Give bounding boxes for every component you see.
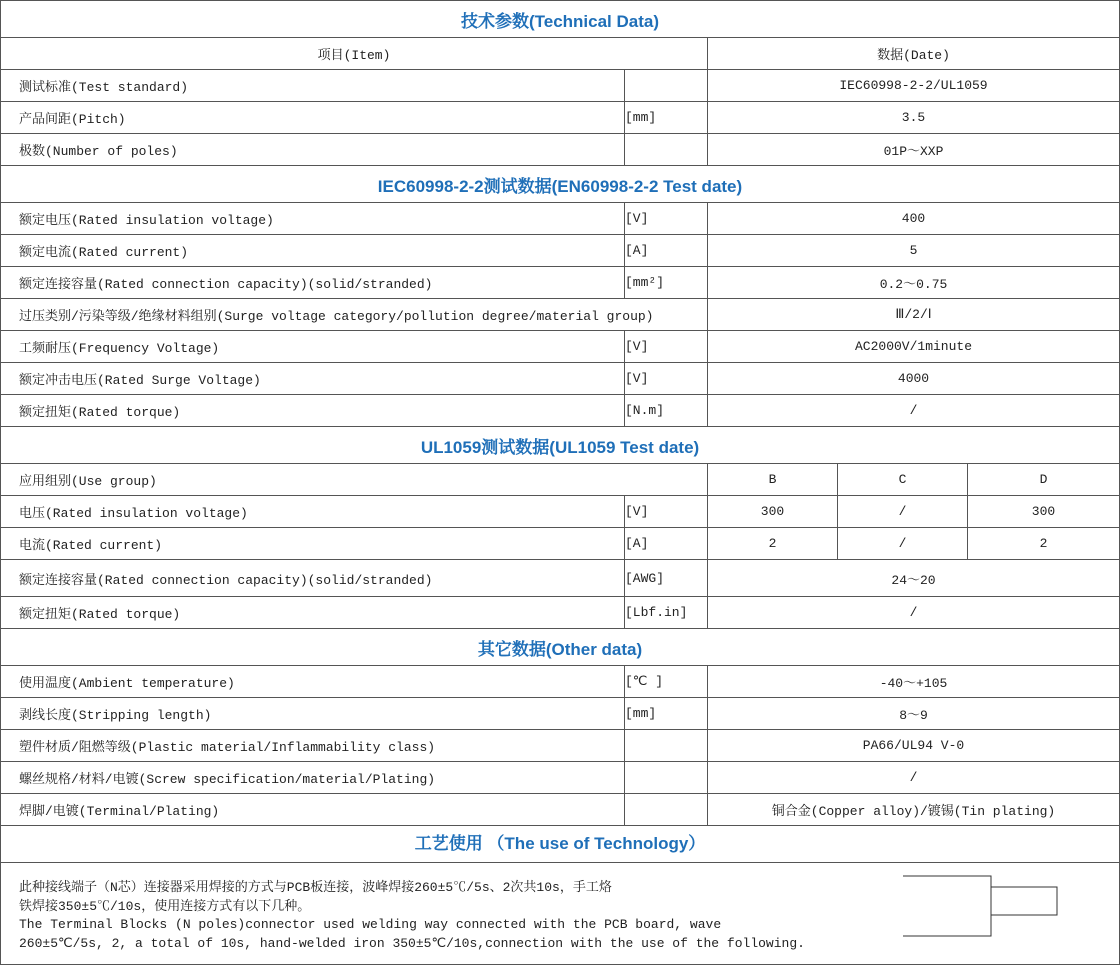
row-unit: [mm] (625, 102, 708, 134)
row-label: 额定电流(Rated current) (1, 235, 625, 267)
row-label: 额定连接容量(Rated connection capacity)(solid/stranded) (1, 267, 625, 299)
table-row (1, 496, 1120, 528)
value-b: 300 (708, 496, 838, 528)
table-row (1, 235, 1120, 267)
note-line: 铁焊接350±5℃/10s，使用连接方式有以下几种。 (19, 898, 311, 914)
table-row (1, 666, 1120, 698)
row-value: / (708, 762, 1120, 794)
row-label: 额定连接容量(Rated connection capacity)(solid/stranded) (1, 560, 625, 597)
group-b: B (708, 464, 838, 496)
row-label: 测试标准(Test standard) (1, 70, 625, 102)
column-header-item: 项目(Item) (1, 38, 708, 70)
table-row (1, 70, 1120, 102)
row-value: 铜合金(Copper alloy)/镀锡(Tin plating) (708, 794, 1120, 826)
table-row (1, 134, 1120, 166)
row-label: 剥线长度(Stripping length) (1, 698, 625, 730)
row-value: PA66/UL94 V-0 (708, 730, 1120, 762)
table-row (1, 363, 1120, 395)
table-row (1, 203, 1120, 235)
table-row (1, 730, 1120, 762)
row-value: Ⅲ/2/Ⅰ (708, 299, 1120, 331)
row-label: 额定电压(Rated insulation voltage) (1, 203, 625, 235)
row-value: 01P～XXP (708, 134, 1120, 166)
row-label: 应用组别(Use group) (1, 464, 708, 496)
table-row (1, 597, 1120, 629)
row-unit: [N.m] (625, 395, 708, 427)
row-label: 额定冲击电压(Rated Surge Voltage) (1, 363, 625, 395)
note-line: 260±5℃/5s, 2, a total of 10s, hand-welded iron 350±5℃/10s,connection with the use of the following. (19, 935, 805, 951)
row-label: 焊脚/电镀(Terminal/Plating) (1, 794, 625, 826)
row-unit (625, 730, 708, 762)
row-unit: [A] (625, 528, 708, 560)
row-unit: [V] (625, 496, 708, 528)
row-label: 使用温度(Ambient temperature) (1, 666, 625, 698)
section-title-other: 其它数据(Other data) (1, 629, 1120, 666)
row-unit (625, 70, 708, 102)
row-unit: [AWG] (625, 560, 708, 597)
value-c: / (838, 528, 968, 560)
row-value: 400 (708, 203, 1120, 235)
row-label: 额定扭矩(Rated torque) (1, 395, 625, 427)
row-value: IEC60998-2-2/UL1059 (708, 70, 1120, 102)
row-unit (625, 794, 708, 826)
value-b: 2 (708, 528, 838, 560)
row-value: 5 (708, 235, 1120, 267)
row-label: 过压类别/污染等级/绝缘材料组别(Surge voltage category/pollution degree/material group) (1, 299, 708, 331)
table-row (1, 267, 1120, 299)
row-unit: [℃ ] (625, 666, 708, 698)
row-value: 4000 (708, 363, 1120, 395)
row-label: 产品间距(Pitch) (1, 102, 625, 134)
table-row (1, 299, 1120, 331)
row-unit: [mm²] (625, 267, 708, 299)
table-row (1, 528, 1120, 560)
connector-pin-outline (991, 887, 1057, 915)
connector-body-outline (903, 876, 991, 936)
section-title-technical: 技术参数(Technical Data) (1, 1, 1120, 38)
technology-row (1, 826, 1120, 965)
table-row (1, 762, 1120, 794)
row-unit (625, 762, 708, 794)
column-header-data: 数据(Date) (708, 38, 1120, 70)
row-unit: [A] (625, 235, 708, 267)
row-unit: [mm] (625, 698, 708, 730)
value-d: 2 (968, 528, 1120, 560)
row-label: 螺丝规格/材料/电镀(Screw specification/material/Plating) (1, 762, 625, 794)
section-title-ul: UL1059测试数据(UL1059 Test date) (1, 427, 1120, 464)
technology-description (19, 879, 859, 953)
table-row (1, 102, 1120, 134)
row-value: 24～20 (708, 560, 1120, 597)
row-unit: [Lbf.in] (625, 597, 708, 629)
table-row (1, 331, 1120, 363)
row-label: 工频耐压(Frequency Voltage) (1, 331, 625, 363)
table-row (1, 698, 1120, 730)
table-row (1, 395, 1120, 427)
row-label: 塑件材质/阻燃等级(Plastic material/Inflammability class) (1, 730, 625, 762)
row-value: 3.5 (708, 102, 1120, 134)
group-c: C (838, 464, 968, 496)
value-c: / (838, 496, 968, 528)
row-label: 额定扭矩(Rated torque) (1, 597, 625, 629)
note-line: The Terminal Blocks (N poles)connector used welding way connected with the PCB board, wave (19, 917, 722, 932)
row-label: 极数(Number of poles) (1, 134, 625, 166)
row-value: AC2000V/1minute (708, 331, 1120, 363)
row-unit (625, 134, 708, 166)
row-unit: [V] (625, 363, 708, 395)
row-label: 电流(Rated current) (1, 528, 625, 560)
section-title-iec: IEC60998-2-2测试数据(EN60998-2-2 Test date) (1, 166, 1120, 203)
row-unit: [V] (625, 331, 708, 363)
technology-block (1, 826, 1119, 964)
row-unit: [V] (625, 203, 708, 235)
row-value: 0.2～0.75 (708, 267, 1120, 299)
row-value: -40～+105 (708, 666, 1120, 698)
row-value: / (708, 395, 1120, 427)
note-line: 此种接线端子（N芯）连接器采用焊接的方式与PCB板连接，波峰焊接260±5℃/5s、2次共10s，手工烙 (19, 880, 612, 895)
value-d: 300 (968, 496, 1120, 528)
technology-cell (1, 826, 1120, 965)
row-label: 电压(Rated insulation voltage) (1, 496, 625, 528)
connector-diagram (889, 870, 1069, 950)
table-row (1, 794, 1120, 826)
row-value: / (708, 597, 1120, 629)
table-row (1, 464, 1120, 496)
section-title-technology: 工艺使用 （The use of Technology） (1, 826, 1119, 863)
group-d: D (968, 464, 1120, 496)
row-value: 8～9 (708, 698, 1120, 730)
table-row (1, 560, 1120, 597)
